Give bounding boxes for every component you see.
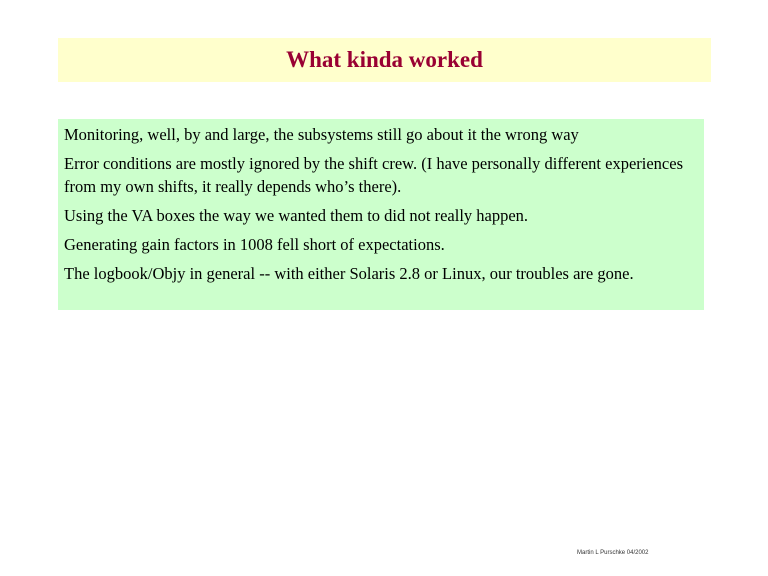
bullet-list: [64, 123, 700, 291]
bullet-error-conditions: Error conditions are mostly ignored by the shift crew. (I have personally different experiences from my own shifts, it really depends who’s there).: [64, 154, 683, 196]
slide-title: What kinda worked: [286, 47, 483, 72]
title-banner: [58, 38, 711, 82]
bullet-gain-factors: Generating gain factors in 1008 fell short of expectations.: [64, 235, 445, 254]
bullet-monitoring: Monitoring, well, by and large, the subsystems still go about it the wrong way: [64, 125, 579, 144]
footer-author-date: Martin L Purschke 04/2002: [577, 550, 649, 556]
bullet-panel: [58, 119, 704, 310]
bullet-logbook: The logbook/Objy in general -- with either Solaris 2.8 or Linux, our troubles are gone.: [64, 264, 634, 283]
bullet-va-boxes: Using the VA boxes the way we wanted them to did not really happen.: [64, 206, 529, 225]
